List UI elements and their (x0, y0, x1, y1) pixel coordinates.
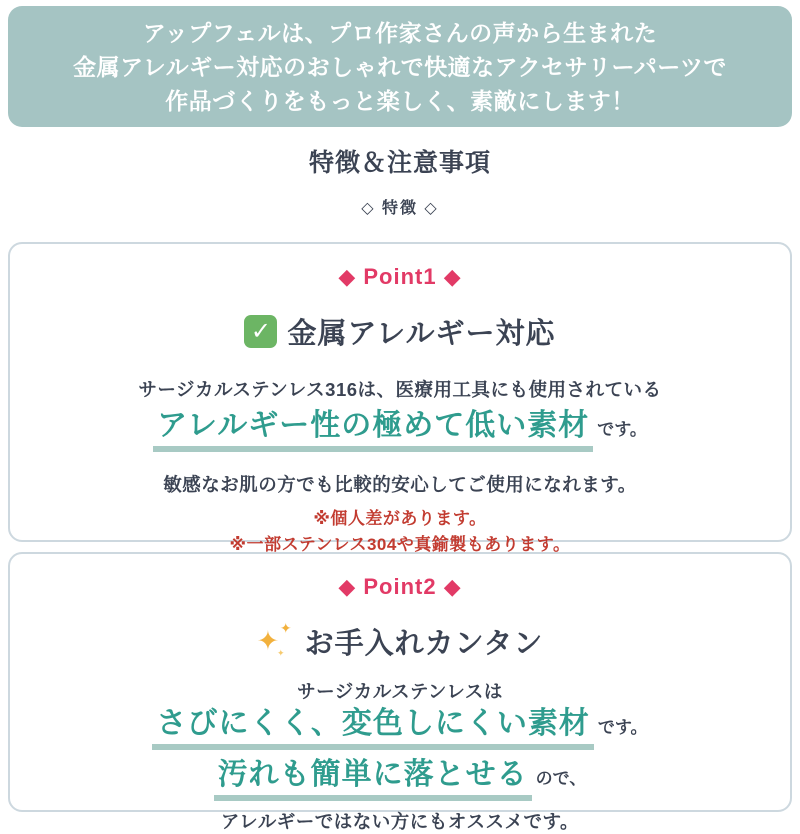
hero-line-2: 金属アレルギー対応のおしゃれで快適なアクセサリーパーツで (73, 53, 727, 80)
point2-highlight-2-suffix: ので、 (535, 769, 587, 788)
sparkles-icon (256, 619, 295, 660)
hero-banner (8, 6, 792, 127)
section-title: 特徴＆注意事項 (308, 149, 491, 177)
hero-line-1: アップフェルは、プロ作家さんの声から生まれた (142, 19, 658, 46)
sparkle-glyph: ✦ (256, 625, 280, 656)
point1-title: 金属アレルギー対応 (287, 318, 556, 350)
sparkle-glyph: ✦ (279, 619, 292, 636)
point2-highlight-2: 汚れも簡単に落とせる (214, 757, 532, 801)
section-subtitle: ◇ 特徴 ◇ (361, 200, 439, 217)
note-line: ※一部ステンレス304や真鍮製もあります。 (229, 535, 571, 554)
point1-title-row (10, 311, 790, 352)
point1-label: ◆ Point1 ◆ (338, 264, 462, 289)
point2-label: ◆ Point2 ◆ (338, 574, 462, 599)
sparkle-glyph: ✦ (277, 647, 285, 658)
point1-card (8, 242, 792, 554)
point2-title-row (10, 621, 790, 662)
point1-highlight: アレルギー性の極めて低い素材 (153, 408, 593, 452)
point2-highlight-line-2 (10, 757, 790, 802)
point1-highlight-line (10, 408, 790, 453)
point1-notes (10, 506, 790, 558)
point2-highlight-1: さびにくく、変色しにくい素材 (152, 706, 593, 750)
point2-card (8, 552, 792, 832)
point2-title: お手入れカンタン (304, 628, 544, 660)
point2-highlight-1-suffix: です。 (597, 718, 648, 737)
hero-line-3: 作品づくりをもっと楽しく、素敵にします！ (165, 87, 635, 114)
point2-highlight-line-1 (10, 706, 790, 751)
point2-body: アレルギーではない方にもオススメです。 (220, 811, 580, 832)
point1-highlight-suffix: です。 (597, 420, 647, 439)
note-line: ※個人差があります。 (313, 509, 487, 528)
check-icon: ✓ (244, 315, 277, 348)
point2-intro: サージカルステンレスは (297, 681, 503, 702)
point1-intro: サージカルステンレス316は、医療用工具にも使用されている (138, 379, 662, 400)
point1-body: 敏感なお肌の方でも比較的安心してご使用になれます。 (163, 474, 637, 495)
